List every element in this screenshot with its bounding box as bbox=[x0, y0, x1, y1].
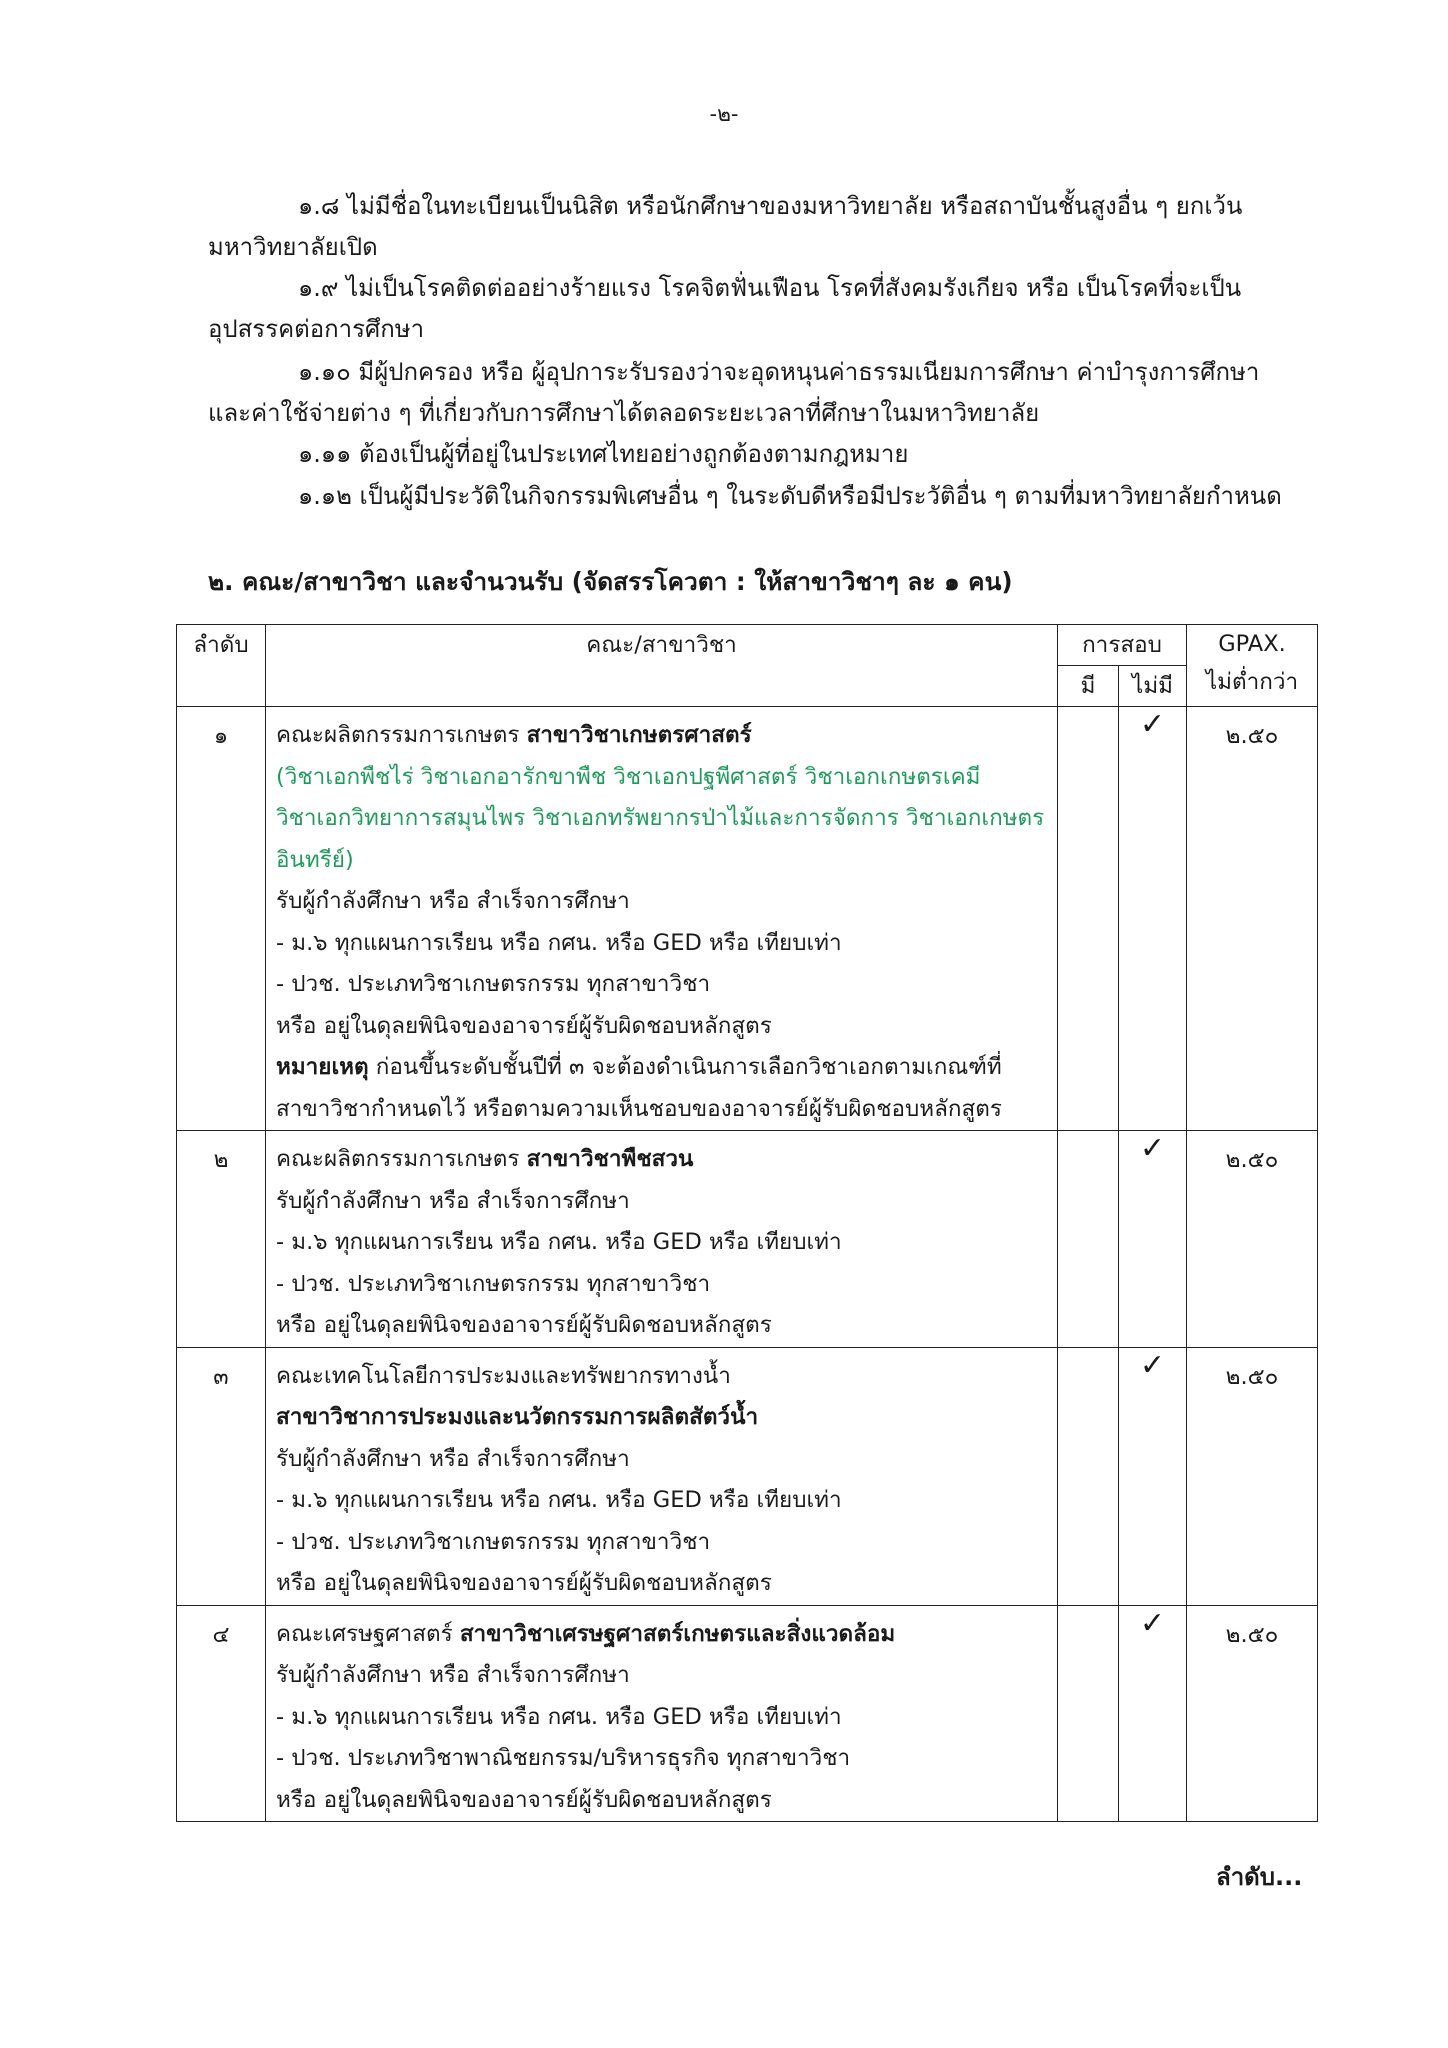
faculty-name: คณะผลิตกรรมการเกษตร bbox=[276, 722, 527, 748]
row-gpax: ๒.๕๐ bbox=[1187, 707, 1318, 1131]
table-row bbox=[177, 1347, 1318, 1605]
table-header-row bbox=[177, 625, 1318, 666]
header-gpax bbox=[1187, 625, 1318, 707]
criterion-text: ๑.๑๐ มีผู้ปกครอง หรือ ผู้อุปการะรับรองว่าจะอุดหนุนค่าธรรมเนียมการศึกษา ค่าบำรุงการศึกษา bbox=[298, 358, 1260, 386]
criterion-text-cont: อุปสรรคต่อการศึกษา bbox=[208, 315, 425, 343]
detail-line: - ม.๖ ทุกแผนการเรียน หรือ กศน. หรือ GED หรือ เทียบเท่า bbox=[276, 1229, 842, 1255]
criterion-1-11 bbox=[208, 434, 1318, 475]
major-name: สาขาวิชาการประมงและนวัตกรรมการผลิตสัตว์น้ำ bbox=[276, 1404, 759, 1430]
major-name: สาขาวิชาพืชสวน bbox=[526, 1146, 694, 1172]
specialization-line: (วิชาเอกพืชไร่ วิชาเอกอารักขาพืช วิชาเอกปฐพีศาสตร์ วิชาเอกเกษตรเคมี bbox=[276, 763, 981, 790]
row-order: ๒ bbox=[177, 1131, 266, 1348]
detail-line: รับผู้กำลังศึกษา หรือ สำเร็จการศึกษา bbox=[276, 1445, 630, 1472]
specialization-line: วิชาเอกวิทยาการสมุนไพร วิชาเอกทรัพยากรป่าไม้และการจัดการ วิชาเอกเกษตร bbox=[276, 805, 1045, 831]
exam-yes-cell bbox=[1058, 707, 1119, 1131]
criterion-text: ๑.๑๑ ต้องเป็นผู้ที่อยู่ในประเทศไทยอย่างถูกต้องตามกฎหมาย bbox=[298, 440, 909, 468]
check-mark-icon: ✓ bbox=[1119, 1605, 1187, 1822]
header-exam-yes: มี bbox=[1058, 666, 1119, 707]
detail-line: หรือ อยู่ในดุลยพินิจของอาจารย์ผู้รับผิดชอบหลักสูตร bbox=[276, 1012, 772, 1039]
criterion-1-9 bbox=[208, 268, 1318, 350]
criterion-1-8 bbox=[208, 186, 1318, 268]
note-line-cont: สาขาวิชากำหนดไว้ หรือตามความเห็นชอบของอาจารย์ผู้รับผิดชอบหลักสูตร bbox=[276, 1095, 1002, 1122]
exam-yes-cell bbox=[1058, 1605, 1119, 1822]
section-heading: ๒. คณะ/สาขาวิชา และจำนวนรับ (จัดสรรโควตา : ให้สาขาวิชาๆ ละ ๑ คน) bbox=[208, 567, 1013, 596]
header-gpax-min: ไม่ต่ำกว่า bbox=[1205, 669, 1299, 695]
faculty-line bbox=[276, 1614, 1047, 1656]
row-faculty-cell bbox=[266, 1131, 1058, 1348]
row-order: ๓ bbox=[177, 1347, 266, 1605]
detail-line: หรือ อยู่ในดุลยพินิจของอาจารย์ผู้รับผิดชอบหลักสูตร bbox=[276, 1786, 772, 1813]
major-name: สาขาวิชาเศรษฐศาสตร์เกษตรและสิ่งแวดล้อม bbox=[459, 1620, 896, 1647]
page-number: -๒- bbox=[709, 102, 739, 126]
row-faculty-cell bbox=[266, 1347, 1058, 1605]
row-gpax: ๒.๕๐ bbox=[1187, 1347, 1318, 1605]
faculty-name: คณะเศรษฐศาสตร์ bbox=[276, 1620, 460, 1647]
detail-line: - ปวช. ประเภทวิชาเกษตรกรรม ทุกสาขาวิชา bbox=[276, 1528, 711, 1555]
check-mark-icon: ✓ bbox=[1119, 1131, 1187, 1348]
check-mark-icon: ✓ bbox=[1119, 1347, 1187, 1605]
check-mark-icon: ✓ bbox=[1119, 707, 1187, 1131]
detail-line: - ม.๖ ทุกแผนการเรียน หรือ กศน. หรือ GED หรือ เทียบเท่า bbox=[276, 929, 842, 956]
quota-table bbox=[176, 624, 1318, 1822]
faculty-name: คณะเทคโนโลยีการประมงและทรัพยากรทางน้ำ bbox=[276, 1362, 731, 1389]
table-row bbox=[177, 1131, 1318, 1348]
exam-yes-cell bbox=[1058, 1131, 1119, 1348]
detail-line: หรือ อยู่ในดุลยพินิจของอาจารย์ผู้รับผิดชอบหลักสูตร bbox=[276, 1570, 772, 1596]
specialization-line: อินทรีย์) bbox=[276, 846, 354, 873]
detail-line: - ปวช. ประเภทวิชาพาณิชยกรรม/บริหารธุรกิจ ทุกสาขาวิชา bbox=[276, 1745, 851, 1771]
note-text: ก่อนขึ้นระดับชั้นปีที่ ๓ จะต้องดำเนินการเลือกวิชาเอกตามเกณฑ์ที่ bbox=[368, 1054, 1002, 1080]
criterion-1-10 bbox=[208, 352, 1318, 434]
detail-line: - ปวช. ประเภทวิชาเกษตรกรรม ทุกสาขาวิชา bbox=[276, 971, 711, 997]
criterion-text-cont: มหาวิทยาลัยเปิด bbox=[208, 233, 378, 261]
detail-line: รับผู้กำลังศึกษา หรือ สำเร็จการศึกษา bbox=[276, 1187, 630, 1214]
header-exam-no: ไม่มี bbox=[1119, 666, 1187, 707]
row-faculty-cell bbox=[266, 1605, 1058, 1822]
detail-line: รับผู้กำลังศึกษา หรือ สำเร็จการศึกษา bbox=[276, 888, 630, 914]
criterion-text: ๑.๑๒ เป็นผู้มีประวัติในกิจกรรมพิเศษอื่น ๆ ในระดับดีหรือมีประวัติอื่น ๆ ตามที่มหาวิทยาลัยกำหนด bbox=[298, 482, 1282, 510]
row-order: ๑ bbox=[177, 707, 266, 1131]
faculty-name: คณะผลิตกรรมการเกษตร bbox=[276, 1146, 527, 1172]
detail-line: - ม.๖ ทุกแผนการเรียน หรือ กศน. หรือ GED หรือ เทียบเท่า bbox=[276, 1487, 842, 1513]
exam-yes-cell bbox=[1058, 1347, 1119, 1605]
header-gpax-label: GPAX. bbox=[1218, 631, 1286, 657]
header-order: ลำดับ bbox=[177, 625, 266, 707]
detail-line: - ม.๖ ทุกแผนการเรียน หรือ กศน. หรือ GED หรือ เทียบเท่า bbox=[276, 1703, 842, 1730]
continued-marker: ลำดับ... bbox=[1216, 1863, 1303, 1891]
row-faculty-cell bbox=[266, 707, 1058, 1131]
row-gpax: ๒.๕๐ bbox=[1187, 1131, 1318, 1348]
header-exam: การสอบ bbox=[1058, 625, 1187, 666]
detail-line: รับผู้กำลังศึกษา หรือ สำเร็จการศึกษา bbox=[276, 1662, 630, 1688]
detail-line: หรือ อยู่ในดุลยพินิจของอาจารย์ผู้รับผิดชอบหลักสูตร bbox=[276, 1312, 772, 1338]
criterion-text-cont: และค่าใช้จ่ายต่าง ๆ ที่เกี่ยวกับการศึกษาได้ตลอดระยะเวลาที่ศึกษาในมหาวิทยาลัย bbox=[208, 399, 1040, 427]
row-gpax: ๒.๕๐ bbox=[1187, 1605, 1318, 1822]
faculty-line bbox=[276, 715, 1047, 757]
criterion-text: ๑.๙ ไม่เป็นโรคติดต่ออย่างร้ายแรง โรคจิตฟั่นเฟือน โรคที่สังคมรังเกียจ หรือ เป็นโรคที่จะเป็น bbox=[298, 274, 1242, 302]
table-row bbox=[177, 707, 1318, 1131]
criterion-text: ๑.๘ ไม่มีชื่อในทะเบียนเป็นนิสิต หรือนักศึกษาของมหาวิทยาลัย หรือสถาบันชั้นสูงอื่น ๆ ยกเว้น bbox=[298, 192, 1243, 220]
row-order: ๔ bbox=[177, 1605, 266, 1822]
note-line bbox=[276, 1047, 1047, 1089]
detail-line: - ปวช. ประเภทวิชาเกษตรกรรม ทุกสาขาวิชา bbox=[276, 1270, 711, 1297]
criterion-1-12 bbox=[208, 476, 1318, 517]
faculty-line bbox=[276, 1139, 1047, 1181]
header-faculty: คณะ/สาขาวิชา bbox=[266, 625, 1058, 707]
note-label: หมายเหตุ bbox=[276, 1054, 369, 1080]
table-row bbox=[177, 1605, 1318, 1822]
major-name: สาขาวิชาเกษตรศาสตร์ bbox=[526, 722, 752, 748]
